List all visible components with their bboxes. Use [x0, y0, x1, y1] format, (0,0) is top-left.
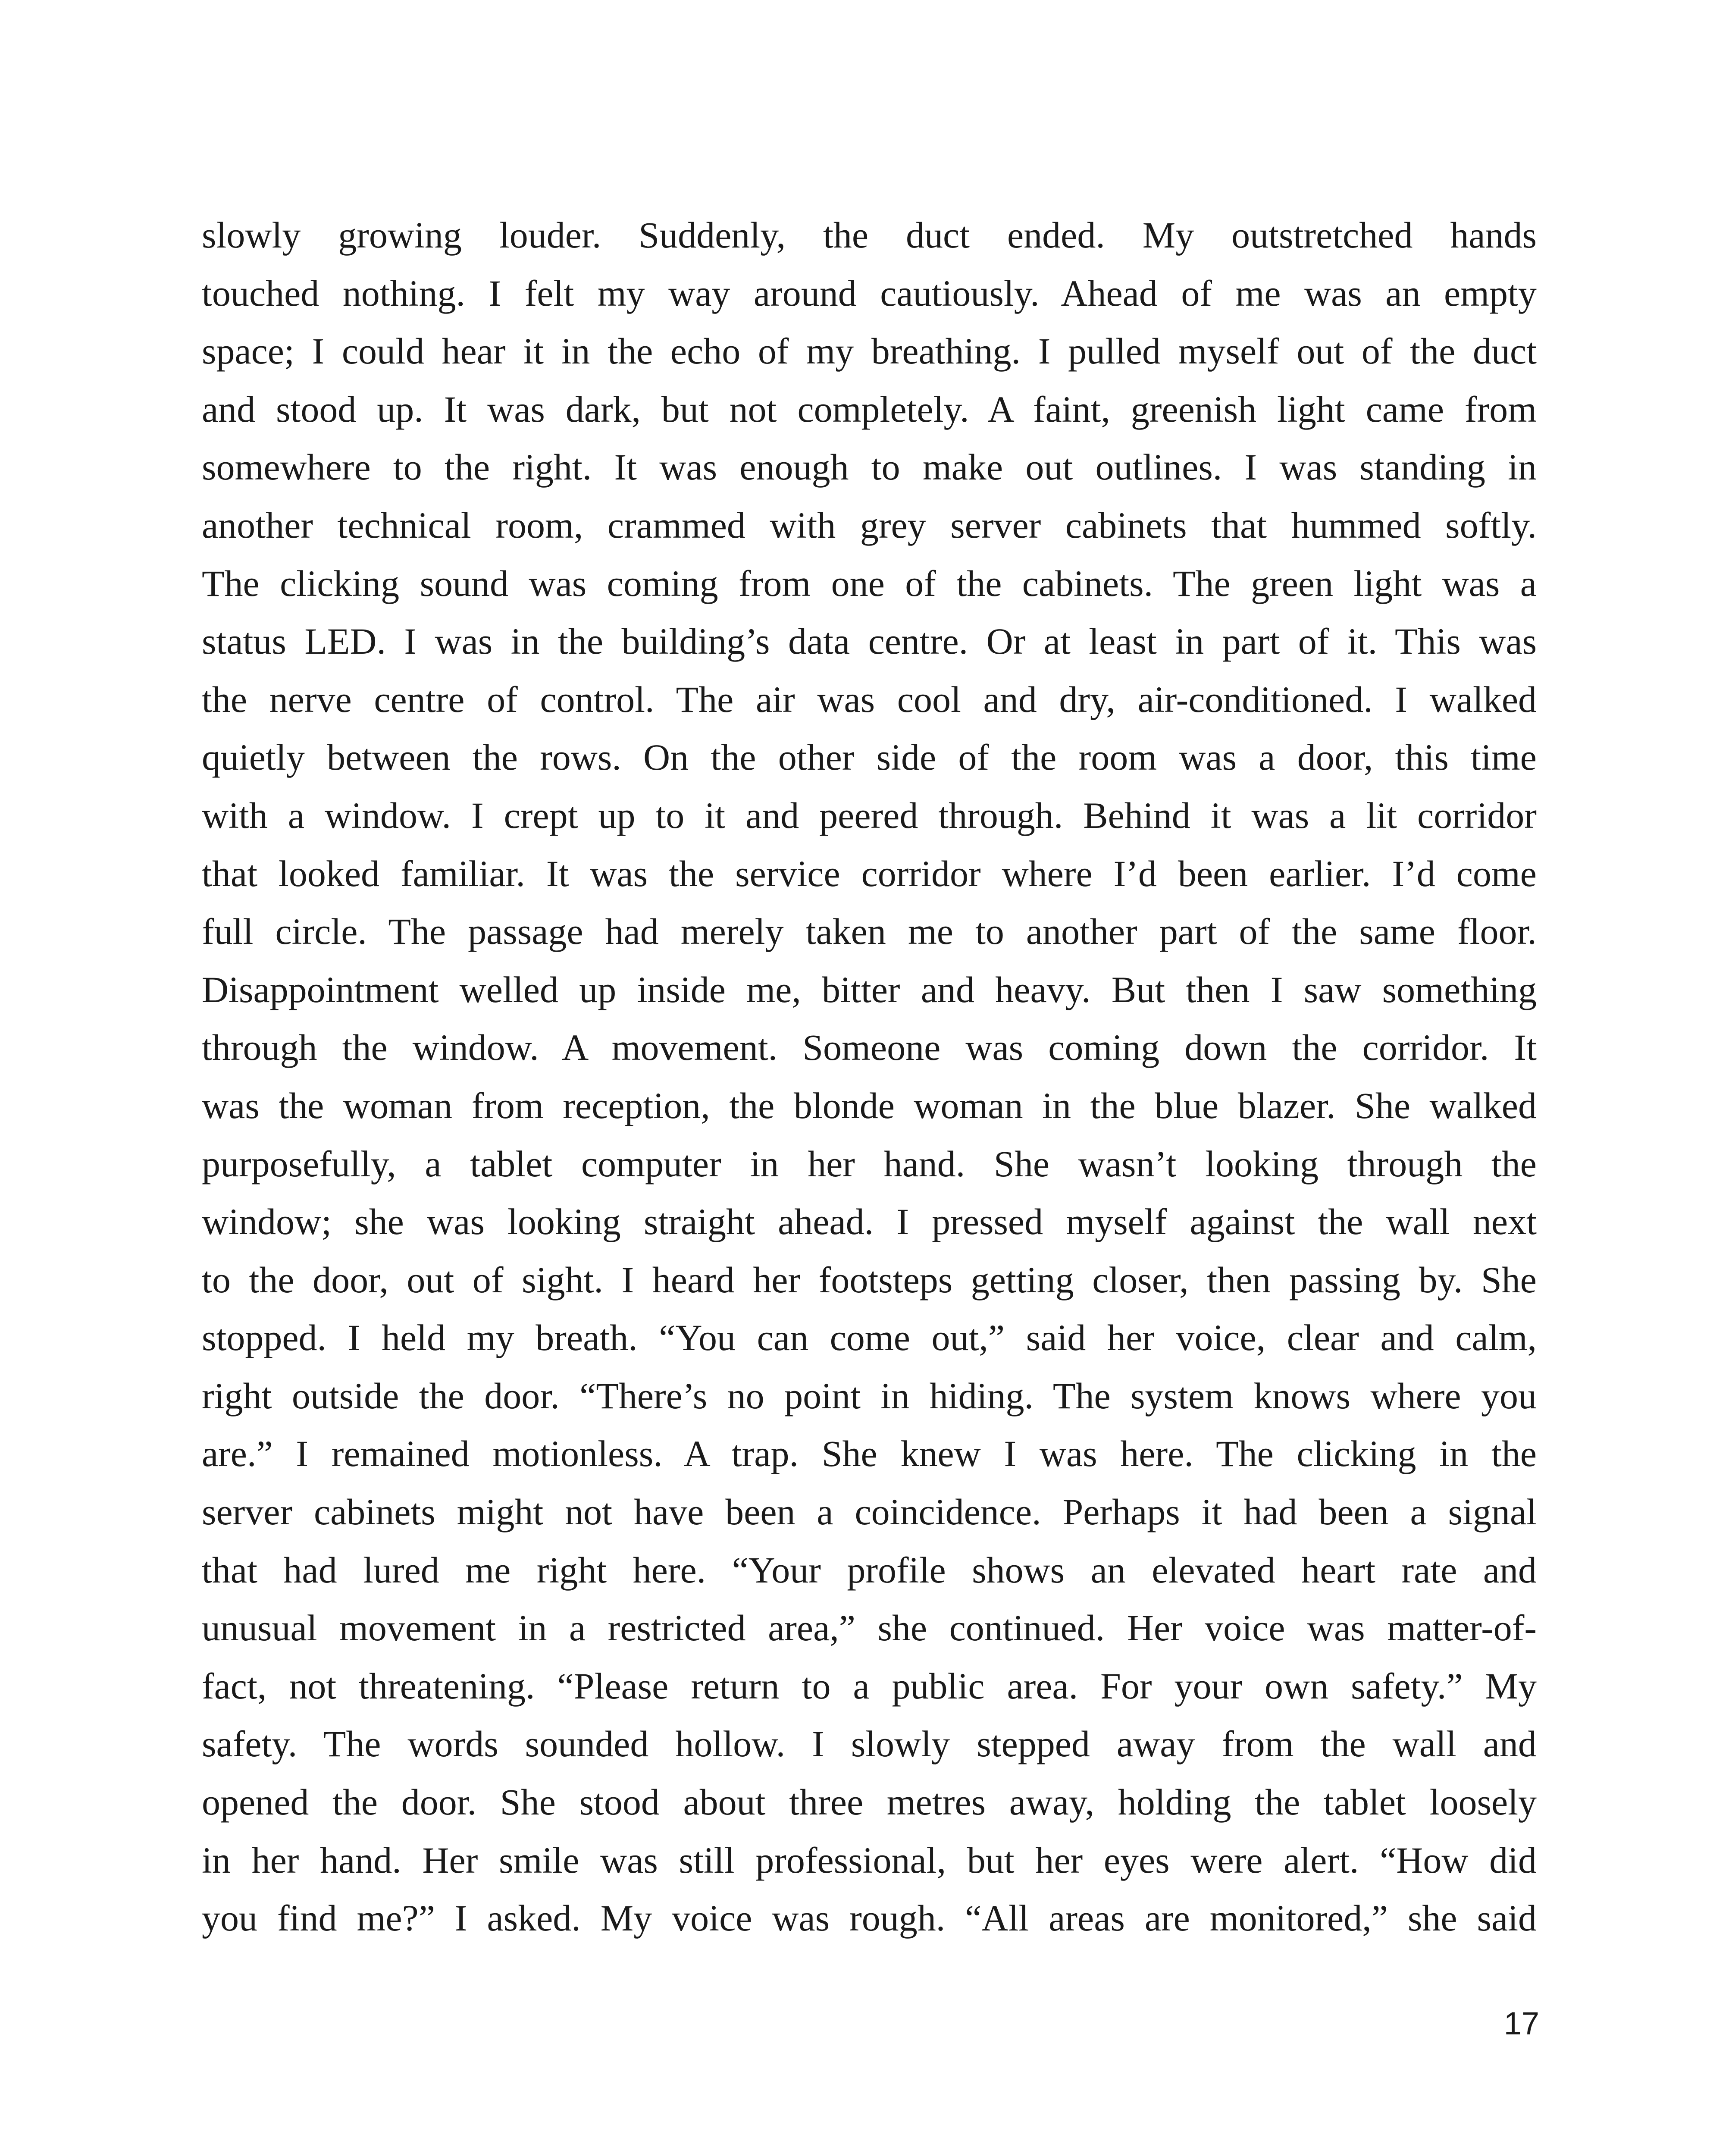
text-line: through the window. A movement. Someone was coming down the corridor. It — [202, 1027, 1537, 1069]
text-line: full circle. The passage had merely taken me to another part of the same floor. — [202, 911, 1537, 953]
text-line: was the woman from reception, the blonde woman in the blue blazer. She walked — [202, 1084, 1537, 1126]
text-line: with a window. I crept up to it and peered through. Behind it was a lit corridor — [202, 794, 1537, 836]
text-line: status LED. I was in the building’s data centre. Or at least in part of it. This was — [202, 620, 1537, 662]
text-line: purposefully, a tablet computer in her hand. She wasn’t looking through the — [202, 1143, 1537, 1185]
text-line: opened the door. She stood about three metres away, holding the tablet loosely — [202, 1781, 1537, 1823]
text-line: and stood up. It was dark, but not completely. A faint, greenish light came from — [202, 388, 1537, 430]
text-line: safety. The words sounded hollow. I slowly stepped away from the wall and — [202, 1723, 1537, 1765]
text-line: slowly growing louder. Suddenly, the duct ended. My outstretched hands — [202, 214, 1537, 256]
text-line: stopped. I held my breath. “You can come out,” said her voice, clear and calm, — [202, 1317, 1537, 1359]
text-line: window; she was looking straight ahead. I pressed myself against the wall next — [202, 1201, 1537, 1243]
text-line: in her hand. Her smile was still professional, but her eyes were alert. “How did — [202, 1839, 1537, 1881]
text-line: that looked familiar. It was the service corridor where I’d been earlier. I’d come — [202, 852, 1537, 894]
text-line: are.” I remained motionless. A trap. She knew I was here. The clicking in the — [202, 1433, 1537, 1475]
text-line: to the door, out of sight. I heard her footsteps getting closer, then passing by. She — [202, 1259, 1537, 1300]
text-line: another technical room, crammed with grey server cabinets that hummed softly. — [202, 504, 1537, 546]
text-line: Disappointment welled up inside me, bitter and heavy. But then I saw something — [202, 968, 1537, 1010]
page-number: 17 — [1503, 2006, 1539, 2041]
text-line: space; I could hear it in the echo of my breathing. I pulled myself out of the duct — [202, 330, 1537, 372]
text-line: The clicking sound was coming from one of the cabinets. The green light was a — [202, 562, 1537, 604]
text-line: the nerve centre of control. The air was cool and dry, air-conditioned. I walked — [202, 678, 1537, 720]
body-text — [202, 206, 1537, 1947]
text-line: that had lured me right here. “Your profile shows an elevated heart rate and — [202, 1549, 1537, 1591]
text-line: right outside the door. “There’s no point in hiding. The system knows where you — [202, 1375, 1537, 1416]
text-line: fact, not threatening. “Please return to a public area. For your own safety.” My — [202, 1665, 1537, 1707]
text-line: server cabinets might not have been a coincidence. Perhaps it had been a signal — [202, 1491, 1537, 1533]
text-line: somewhere to the right. It was enough to make out outlines. I was standing in — [202, 446, 1537, 488]
text-line: you find me?” I asked. My voice was rough. “All areas are monitored,” she said — [202, 1897, 1537, 1939]
text-line: unusual movement in a restricted area,” she continued. Her voice was matter-of- — [202, 1607, 1537, 1649]
text-line: quietly between the rows. On the other side of the room was a door, this time — [202, 736, 1537, 778]
text-line: touched nothing. I felt my way around cautiously. Ahead of me was an empty — [202, 272, 1537, 314]
